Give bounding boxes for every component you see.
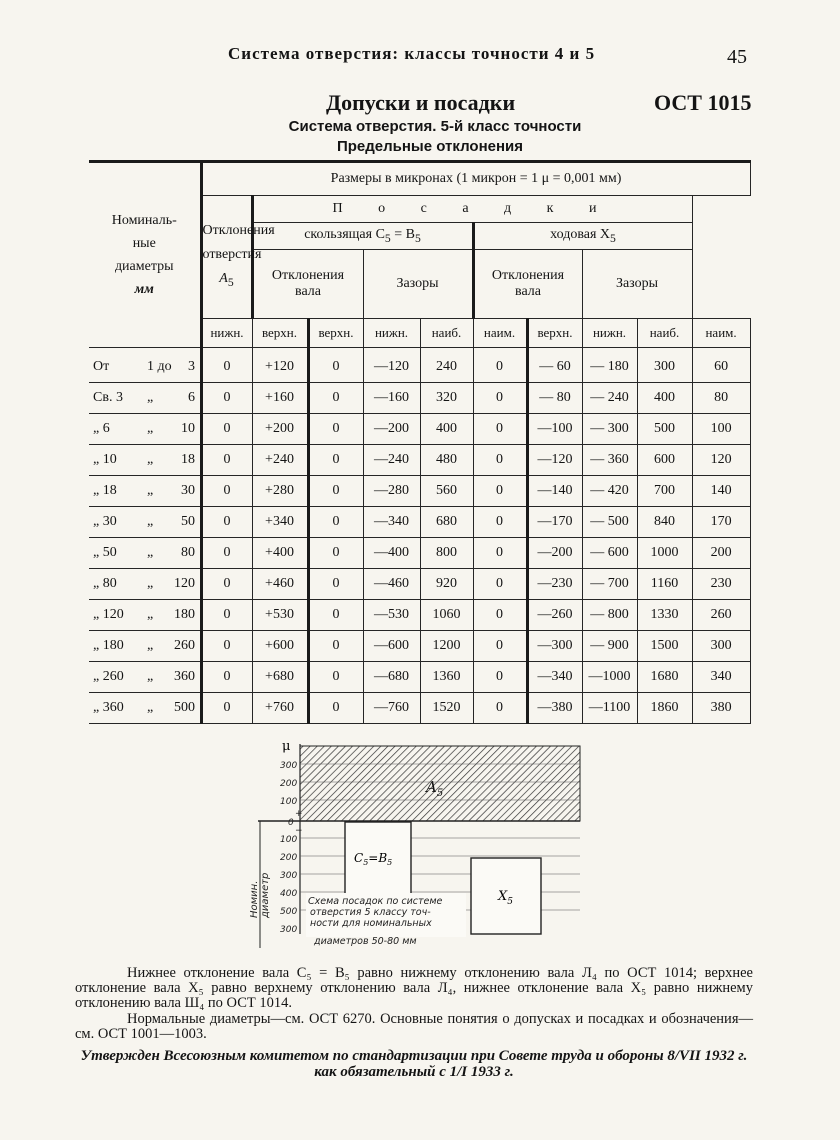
- nominal-diameter-cell: Св. 3 „ 6: [89, 383, 201, 414]
- table-row: [89, 538, 750, 569]
- table-row: [89, 569, 750, 600]
- table-cell: — 80: [527, 383, 582, 414]
- table-cell: 920: [420, 569, 473, 600]
- table-cell: 200: [692, 538, 750, 569]
- table-cell: 560: [420, 476, 473, 507]
- table-cell: +600: [252, 631, 308, 662]
- col-hole-upper: верхн.: [252, 319, 308, 348]
- table-cell: 230: [692, 569, 750, 600]
- table-cell: 0: [201, 600, 252, 631]
- col-running-upper: верхн.: [527, 319, 582, 348]
- hole-field-label: $A_5$: [426, 778, 444, 799]
- table-cell: 600: [637, 445, 692, 476]
- table-cell: +280: [252, 476, 308, 507]
- table-cell: 0: [473, 383, 527, 414]
- table-cell: 0: [201, 383, 252, 414]
- table-row: [89, 507, 750, 538]
- table-cell: 170: [692, 507, 750, 538]
- fits-header: П о с а д к и: [252, 196, 692, 223]
- table-cell: +240: [252, 445, 308, 476]
- fit-scheme-diagram: [240, 738, 600, 953]
- table-cell: 0: [308, 445, 363, 476]
- table-cell: 260: [692, 600, 750, 631]
- table-cell: —380: [527, 693, 582, 724]
- table-cell: 840: [637, 507, 692, 538]
- svg-text:ности для номинальных: ности для номинальных: [310, 918, 432, 929]
- table-cell: 1860: [637, 693, 692, 724]
- table-cell: — 600: [582, 538, 637, 569]
- table-cell: 0: [201, 414, 252, 445]
- table-cell: 800: [420, 538, 473, 569]
- nominal-diameter-cell: „ 260 „ 360: [89, 662, 201, 693]
- table-cell: 1500: [637, 631, 692, 662]
- hole-deviation-header: Отклонения отверстия $A_5$: [201, 196, 252, 319]
- table-cell: —400: [363, 538, 420, 569]
- table-cell: —120: [527, 445, 582, 476]
- table-row: [89, 631, 750, 662]
- page-number: 45: [727, 46, 747, 68]
- table-cell: +680: [252, 662, 308, 693]
- table-cell: 80: [692, 383, 750, 414]
- col-clearance-min: наим.: [473, 319, 527, 348]
- table-cell: 400: [420, 414, 473, 445]
- table-row: [89, 445, 750, 476]
- col-running-lower: нижн.: [582, 319, 637, 348]
- table-cell: 480: [420, 445, 473, 476]
- table-row: [89, 383, 750, 414]
- unit-label: μ: [282, 739, 291, 754]
- sliding-fit-label: $C_5=B_5$: [354, 851, 393, 867]
- svg-text:Схема посадок по системе: Схема посадок по системе: [308, 896, 443, 907]
- table-cell: 300: [692, 631, 750, 662]
- tick-m100: 100: [280, 835, 298, 845]
- table-cell: 240: [420, 348, 473, 383]
- table-cell: 0: [308, 631, 363, 662]
- tick-200: 200: [280, 779, 298, 789]
- table-row: [89, 476, 750, 507]
- note-shaft-deviations: Нижнее отклонение вала C₅ = B₅ равно нижнему отклонению вала Л₄ по ОСТ 1014; верхнее отклонение вала X₅ равно верхнему отклонению вала Л₄, нижнее отклонение вала X₅ равно нижнему отклонению вала Ш₄ по ОСТ 1014.: [75, 965, 753, 1011]
- tick-plus: +: [295, 809, 303, 819]
- table-cell: 500: [637, 414, 692, 445]
- tick-m500: 500: [280, 907, 298, 917]
- table-subtitle-2: Предельные отклонения: [336, 138, 524, 155]
- table-row: [89, 414, 750, 445]
- running-fit-label: $X_5$: [498, 889, 513, 907]
- table-cell: 60: [692, 348, 750, 383]
- table-cell: —170: [527, 507, 582, 538]
- table-cell: 0: [473, 693, 527, 724]
- table-cell: 0: [308, 383, 363, 414]
- table-cell: 680: [420, 507, 473, 538]
- table-cell: 0: [308, 348, 363, 383]
- table-cell: +760: [252, 693, 308, 724]
- table-cell: +200: [252, 414, 308, 445]
- table-cell: 120: [692, 445, 750, 476]
- table-cell: —300: [527, 631, 582, 662]
- table-cell: 1360: [420, 662, 473, 693]
- nominal-diameter-cell: „ 10 „ 18: [89, 445, 201, 476]
- table-cell: 1060: [420, 600, 473, 631]
- table-cell: —530: [363, 600, 420, 631]
- table-cell: 100: [692, 414, 750, 445]
- table-cell: 0: [473, 662, 527, 693]
- diagram-caption: [308, 896, 443, 947]
- table-cell: 0: [473, 569, 527, 600]
- svg-text:диаметров 50-80 мм: диаметров 50-80 мм: [314, 936, 417, 947]
- table-cell: —230: [527, 569, 582, 600]
- table-cell: 0: [308, 600, 363, 631]
- table-cell: 0: [308, 569, 363, 600]
- table-cell: 0: [308, 538, 363, 569]
- table-cell: 0: [201, 631, 252, 662]
- nominal-diameter-cell: „ 18 „ 30: [89, 476, 201, 507]
- table-cell: +340: [252, 507, 308, 538]
- table-cell: 0: [308, 507, 363, 538]
- svg-text:отверстия 5 классу точ-: отверстия 5 классу точ-: [310, 907, 431, 918]
- table-cell: 0: [308, 476, 363, 507]
- nominal-diameter-cell: „ 50 „ 80: [89, 538, 201, 569]
- table-cell: 1160: [637, 569, 692, 600]
- table-cell: +400: [252, 538, 308, 569]
- table-cell: 380: [692, 693, 750, 724]
- nominal-diameter-cell: От 1 до 3: [89, 348, 201, 383]
- table-cell: — 500: [582, 507, 637, 538]
- col-running-min: наим.: [692, 319, 750, 348]
- nominal-diameter-cell: „ 6 „ 10: [89, 414, 201, 445]
- table-cell: — 60: [527, 348, 582, 383]
- table-cell: — 240: [582, 383, 637, 414]
- col-running-max: наиб.: [637, 319, 692, 348]
- table-row: [89, 693, 750, 724]
- table-cell: 1000: [637, 538, 692, 569]
- tick-100: 100: [280, 797, 298, 807]
- nominal-diameter-cell: „ 180 „ 260: [89, 631, 201, 662]
- table-cell: 0: [201, 348, 252, 383]
- note-references: Нормальные диаметры—см. ОСТ 6270. Основные понятия о допусках и посадках и обозначения—см. ОСТ 1001—1003.: [75, 1011, 753, 1042]
- table-cell: 0: [308, 693, 363, 724]
- col-shaft-upper: верхн.: [308, 319, 363, 348]
- table-cell: —460: [363, 569, 420, 600]
- table-cell: 0: [473, 348, 527, 383]
- nominal-diameter-cell: „ 360 „ 500: [89, 693, 201, 724]
- table-cell: — 800: [582, 600, 637, 631]
- table-cell: 0: [473, 445, 527, 476]
- table-cell: 1330: [637, 600, 692, 631]
- table-cell: —160: [363, 383, 420, 414]
- table-cell: 1680: [637, 662, 692, 693]
- table-cell: +160: [252, 383, 308, 414]
- tick-zero: 0: [288, 818, 294, 828]
- shaft-deviation-header-2: Отклонения вала: [473, 250, 582, 319]
- running-title: Система отверстия: классы точности 4 и 5: [228, 44, 596, 63]
- table-cell: —1000: [582, 662, 637, 693]
- table-cell: — 300: [582, 414, 637, 445]
- standard-number: ОСТ 1015: [654, 90, 752, 115]
- nominal-diameter-cell: „ 120 „ 180: [89, 600, 201, 631]
- tick-m200: 200: [280, 853, 298, 863]
- table-cell: 0: [473, 631, 527, 662]
- table-cell: — 420: [582, 476, 637, 507]
- table-cell: —1100: [582, 693, 637, 724]
- tick-m400: 400: [280, 889, 298, 899]
- table-cell: 320: [420, 383, 473, 414]
- units-header: Размеры в микронах (1 микрон = 1 μ = 0,001 мм): [201, 162, 750, 196]
- table-cell: 0: [473, 476, 527, 507]
- clearances-header-2: Зазоры: [582, 250, 692, 319]
- table-cell: 0: [473, 414, 527, 445]
- table-cell: 0: [201, 569, 252, 600]
- hole-tolerance-field: [300, 746, 580, 821]
- table-cell: —760: [363, 693, 420, 724]
- table-cell: —340: [527, 662, 582, 693]
- table-row: [89, 348, 750, 383]
- table-cell: —100: [527, 414, 582, 445]
- table-cell: — 900: [582, 631, 637, 662]
- table-cell: 0: [201, 445, 252, 476]
- table-cell: —200: [363, 414, 420, 445]
- nominal-diameter-cell: „ 30 „ 50: [89, 507, 201, 538]
- tick-m300b: 300: [280, 925, 298, 935]
- table-cell: —600: [363, 631, 420, 662]
- table-cell: —120: [363, 348, 420, 383]
- table-cell: 1200: [420, 631, 473, 662]
- table-cell: +120: [252, 348, 308, 383]
- table-cell: — 180: [582, 348, 637, 383]
- col-hole-lower: нижн.: [201, 319, 252, 348]
- nominal-diameter-cell: „ 80 „ 120: [89, 569, 201, 600]
- table-cell: —680: [363, 662, 420, 693]
- table-row: [89, 662, 750, 693]
- table-cell: 0: [473, 538, 527, 569]
- table-subtitle: Система отверстия. 5-й класс точности: [288, 118, 582, 135]
- table-cell: 0: [308, 662, 363, 693]
- shaft-deviation-header: Отклонения вала: [252, 250, 363, 319]
- table-cell: 1520: [420, 693, 473, 724]
- table-cell: —260: [527, 600, 582, 631]
- table-cell: —280: [363, 476, 420, 507]
- table-cell: 700: [637, 476, 692, 507]
- table-cell: —340: [363, 507, 420, 538]
- table-cell: 140: [692, 476, 750, 507]
- table-cell: 0: [473, 600, 527, 631]
- tick-300: 300: [280, 761, 298, 771]
- table-cell: 0: [201, 693, 252, 724]
- table-cell: 340: [692, 662, 750, 693]
- table-cell: +460: [252, 569, 308, 600]
- nominal-diameter-header: Номиналь- ные диаметры мм: [89, 162, 201, 348]
- running-fit-header: ходовая $X_5$: [473, 223, 692, 250]
- table-cell: +530: [252, 600, 308, 631]
- table-cell: —240: [363, 445, 420, 476]
- col-shaft-lower: нижн.: [363, 319, 420, 348]
- tick-m300: 300: [280, 871, 298, 881]
- table-cell: 0: [201, 476, 252, 507]
- axis-caption: Номин.диаметр: [249, 872, 271, 918]
- table-cell: —200: [527, 538, 582, 569]
- table-cell: 0: [473, 507, 527, 538]
- col-clearance-max: наиб.: [420, 319, 473, 348]
- table-cell: — 700: [582, 569, 637, 600]
- table-cell: 0: [201, 538, 252, 569]
- tick-minus: −: [295, 826, 303, 836]
- table-cell: 0: [201, 507, 252, 538]
- table-cell: 300: [637, 348, 692, 383]
- approval-statement: Утвержден Всесоюзным комитетом по стандартизации при Совете труда и обороны 8/VII 1932 г. как обязательный с 1/I 1933 г.: [80, 1048, 748, 1080]
- table-cell: — 360: [582, 445, 637, 476]
- table-cell: —140: [527, 476, 582, 507]
- tolerance-table: [89, 160, 751, 724]
- table-row: [89, 600, 750, 631]
- page-title: Допуски и посадки: [326, 90, 516, 115]
- table-cell: 0: [308, 414, 363, 445]
- clearances-header: Зазоры: [363, 250, 473, 319]
- table-cell: 400: [637, 383, 692, 414]
- sliding-fit-header: скользящая $C_5 = B_5$: [252, 223, 473, 250]
- table-cell: 0: [201, 662, 252, 693]
